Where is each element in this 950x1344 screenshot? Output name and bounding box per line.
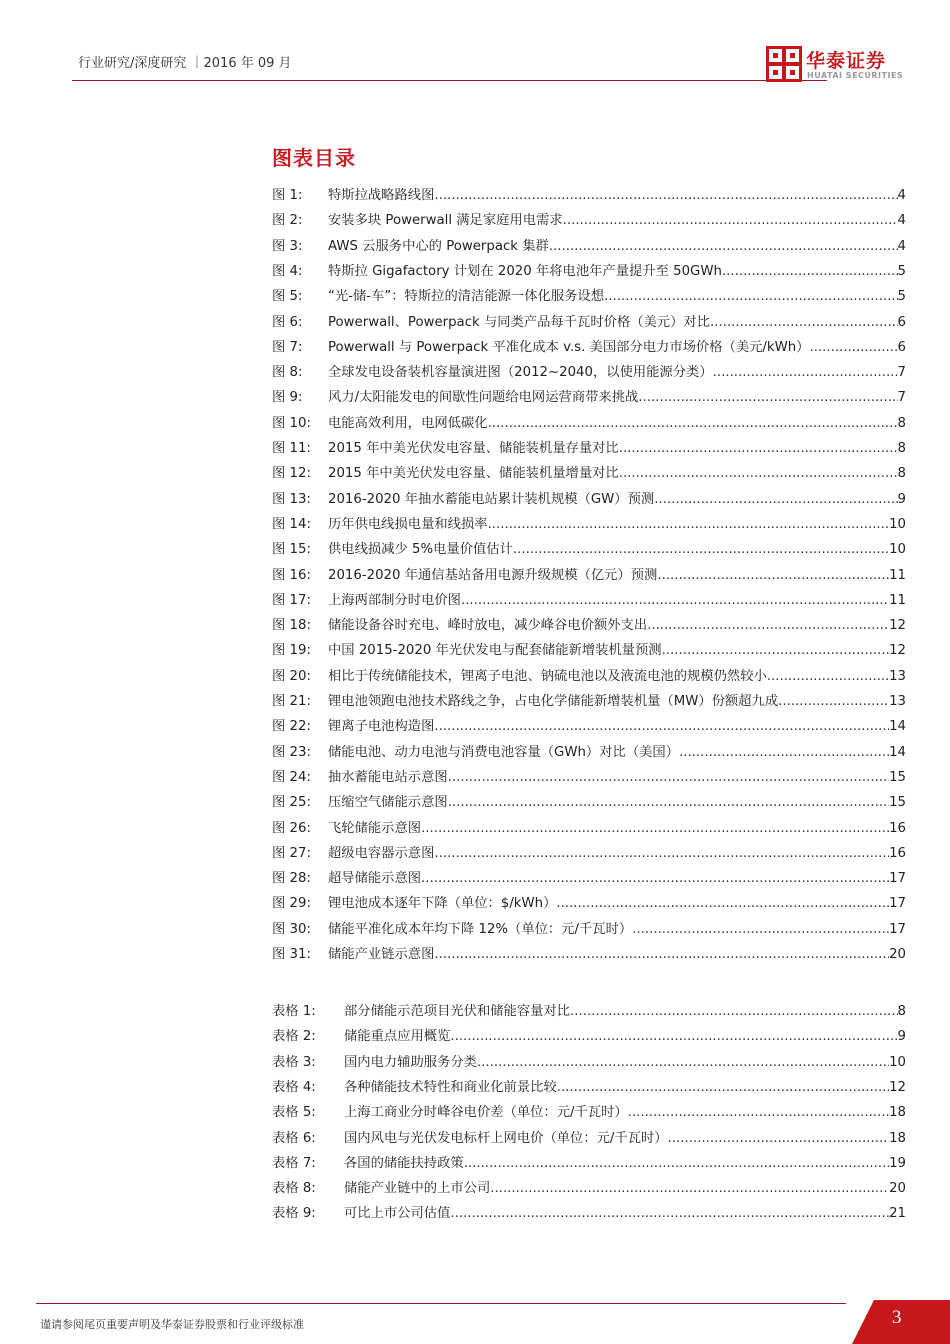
toc-entry-leader: [448, 770, 889, 785]
toc-entry-leader: [657, 568, 889, 583]
toc-entry-page: 10: [889, 516, 906, 532]
toc-entry-leader: [421, 821, 889, 836]
toc-entry-page: 21: [889, 1206, 906, 1222]
header-report-info: 行业研究/深度研究 ｜2016 年 09 月: [78, 56, 292, 71]
toc-entry-title: 特斯拉 Gigafactory 计划在 2020 年将电池年产量提升至 50GWh: [328, 263, 722, 279]
toc-entry-label: 表格 3:: [272, 1054, 316, 1070]
toc-entry[interactable]: [272, 690, 906, 710]
toc-entry[interactable]: [272, 1127, 906, 1147]
toc-entry-label: 图 12:: [272, 466, 311, 482]
toc-entry[interactable]: [272, 741, 906, 761]
toc-entry-page: 8: [897, 466, 906, 482]
toc-entry-leader: [710, 315, 898, 330]
toc-entry-page: 9: [897, 491, 906, 507]
toc-entry-leader: [778, 694, 889, 709]
toc-entry-leader: [662, 643, 890, 658]
toc-entry-page: 7: [897, 390, 906, 406]
toc-entry-leader: [556, 896, 889, 911]
toc-entry[interactable]: [272, 639, 906, 659]
toc-entry-label: 图 7:: [272, 339, 303, 355]
toc-entry-label: 图 31:: [272, 947, 311, 962]
toc-entry-label: 图 28:: [272, 871, 311, 887]
toc-entry-title: 超级电容器示意图: [328, 845, 435, 861]
toc-entry-leader: [421, 871, 889, 886]
toc-entry-page: 9: [897, 1029, 906, 1045]
toc-entry-leader: [628, 1105, 889, 1120]
toc-entry-leader: [450, 1206, 889, 1221]
toc-entry-title: Powerwall、Powerpack 与同类产品每千瓦时价格（美元）对比: [328, 314, 710, 330]
toc-entry-page: 15: [889, 769, 906, 785]
toc-entry[interactable]: [272, 311, 906, 331]
toc-entry[interactable]: [272, 715, 906, 735]
toc-entry-title: 飞轮储能示意图: [328, 820, 422, 836]
toc-entry-page: 10: [889, 1054, 906, 1070]
toc-entry-label: 图 11:: [272, 441, 311, 456]
header-divider: [72, 80, 827, 81]
toc-entry-title: 历年供电线损电量和线损率: [328, 516, 488, 532]
toc-entry-page: 13: [889, 694, 906, 709]
toc-entry[interactable]: [272, 1025, 906, 1045]
toc-entry-page: 7: [897, 365, 906, 381]
toc-entry-label: 图 26:: [272, 820, 311, 836]
toc-title: 图表目录: [272, 146, 356, 170]
toc-entry-page: 14: [889, 719, 906, 735]
toc-entry-label: 图 29:: [272, 896, 311, 912]
toc-entry-title: 储能电池、动力电池与消费电池容量（GWh）对比（美国）: [328, 744, 680, 760]
toc-entry-page: 16: [889, 845, 906, 861]
toc-entry-leader: [722, 264, 898, 279]
toc-entry-page: 16: [889, 820, 906, 836]
toc-entry-page: 6: [897, 314, 906, 330]
toc-entry-leader: [619, 466, 898, 481]
toc-entry[interactable]: [272, 614, 906, 634]
toc-entry-title: 锂离子电池构造图: [328, 719, 435, 735]
toc-entry-leader: [434, 947, 889, 962]
toc-entry-leader: [638, 390, 897, 405]
toc-entry-label: 图 23:: [272, 744, 311, 760]
toc-entry-label: 图 24:: [272, 769, 311, 785]
toc-entry-title: 相比于传统储能技术，锂离子电池、钠硫电池以及液流电池的规模仍然较小: [328, 668, 767, 684]
toc-entry[interactable]: [272, 867, 906, 887]
toc-entry-title: 部分储能示范项目光伏和储能容量对比: [344, 1004, 571, 1019]
toc-entry[interactable]: [272, 538, 906, 558]
toc-entry-leader: [767, 669, 889, 684]
toc-entry[interactable]: [272, 1101, 906, 1121]
toc-entry-page: 4: [897, 188, 906, 203]
toc-entry[interactable]: [272, 386, 906, 406]
toc-entry-leader: [461, 593, 889, 608]
toc-entry-page: 5: [897, 289, 906, 305]
toc-entry-title: AWS 云服务中心的 Powerpack 集群: [328, 238, 549, 254]
toc-entry-leader: [488, 416, 898, 431]
toc-entry[interactable]: [272, 766, 906, 786]
toc-entry-label: 图 21:: [272, 694, 311, 709]
toc-entry-page: 4: [897, 213, 906, 229]
toc-entry-title: 安装多块 Powerwall 满足家庭用电需求: [328, 213, 563, 229]
toc-entry-title: 各种储能技术特性和商业化前景比较: [344, 1079, 557, 1095]
toc-entry[interactable]: [272, 1000, 906, 1020]
toc-entry-title: 国内风电与光伏发电标杆上网电价（单位：元/千瓦时）: [344, 1130, 668, 1146]
toc-entry-leader: [654, 492, 897, 507]
toc-entry[interactable]: [272, 1177, 906, 1197]
toc-entry-label: 图 3:: [272, 238, 303, 254]
toc-entry-title: 上海工商业分时峰谷电价差（单位：元/千瓦时）: [344, 1105, 628, 1121]
toc-entry-page: 4: [897, 238, 906, 254]
toc-entry-page: 20: [889, 947, 906, 962]
toc-entry-leader: [513, 542, 889, 557]
toc-entry[interactable]: [272, 892, 906, 912]
toc-entry[interactable]: [272, 817, 906, 837]
toc-entry-title: 储能重点应用概览: [344, 1029, 451, 1045]
logo-name-en: HUATAI SECURITIES: [807, 71, 904, 80]
toc-entry-leader: [809, 340, 897, 355]
toc-entry-title: 锂电池领跑电池技术路线之争，占电化学储能新增装机量（MW）份额超九成: [328, 694, 779, 709]
toc-entry-page: 19: [889, 1155, 906, 1171]
toc-entry-leader: [647, 618, 889, 633]
toc-entry-page: 14: [889, 744, 906, 760]
toc-entry[interactable]: [272, 285, 906, 305]
toc-entry[interactable]: [272, 918, 906, 938]
toc-entry-label: 图 19:: [272, 643, 311, 659]
toc-entry-title: 供电线损减少 5%电量价值估计: [328, 542, 513, 558]
toc-entry-leader: [488, 517, 890, 532]
toc-entry-leader: [668, 1131, 889, 1146]
toc-entry[interactable]: [272, 437, 906, 457]
toc-entry-leader: [619, 441, 898, 456]
toc-entry-leader: [632, 922, 889, 937]
toc-entry-page: 6: [897, 339, 906, 355]
toc-entry-title: 全球发电设备装机容量演进图（2012~2040，以使用能源分类）: [328, 365, 713, 381]
toc-entry[interactable]: [272, 791, 906, 811]
toc-entry-page: 18: [889, 1130, 906, 1146]
toc-entry-label: 图 17:: [272, 592, 311, 608]
toc-entry-leader: [557, 1080, 889, 1095]
toc-entry-leader: [563, 213, 898, 228]
toc-entry-title: 2016-2020 年抽水蓄能电站累计装机规模（GW）预测: [328, 491, 655, 507]
toc-entry-title: 国内电力辅助服务分类: [344, 1054, 477, 1070]
toc-entry-leader: [679, 745, 889, 760]
toc-entry-title: 超导储能示意图: [328, 871, 422, 887]
toc-entry-page: 10: [889, 542, 906, 558]
toc-entry-leader: [464, 1156, 889, 1171]
toc-entry-label: 表格 4:: [272, 1079, 316, 1095]
toc-entry-page: 8: [897, 1004, 906, 1019]
toc-entry-page: 20: [889, 1181, 906, 1197]
toc-entry-leader: [549, 239, 898, 254]
toc-entry-label: 图 14:: [272, 516, 311, 532]
toc-entry-page: 13: [889, 668, 906, 684]
toc-entry[interactable]: [272, 235, 906, 255]
toc-entry-page: 17: [889, 896, 906, 912]
toc-entry-title: 中国 2015-2020 年光伏发电与配套储能新增装机量预测: [328, 643, 662, 659]
footer-disclaimer: 谨请参阅尾页重要声明及华泰证券股票和行业评级标准: [40, 1318, 304, 1331]
toc-entry-title: 各国的储能扶持政策: [344, 1155, 464, 1171]
toc-entry-label: 图 6:: [272, 314, 303, 330]
page-number: 3: [892, 1307, 902, 1328]
toc-entry-label: 表格 6:: [272, 1130, 316, 1146]
toc-entry-label: 图 30:: [272, 921, 311, 937]
toc-entry-page: 11: [889, 567, 906, 583]
toc-entry-page: 18: [889, 1105, 906, 1121]
toc-entry-label: 表格 5:: [272, 1105, 316, 1121]
toc-entry-label: 表格 1:: [272, 1004, 316, 1019]
toc-entry-title: 特斯拉战略路线图: [328, 188, 435, 203]
toc-entry-title: Powerwall 与 Powerpack 平准化成本 v.s. 美国部分电力市场价格（美元/kWh）: [328, 339, 810, 355]
toc-entry-label: 表格 9:: [272, 1206, 316, 1222]
toc-entry-label: 图 22:: [272, 719, 311, 735]
toc-entry[interactable]: [272, 513, 906, 533]
toc-entry-title: 电能高效利用，电网低碳化: [328, 415, 488, 431]
toc-entry-leader: [490, 1181, 889, 1196]
toc-entry[interactable]: [272, 361, 906, 381]
toc-entry-leader: [604, 289, 898, 304]
toc-entry-title: 压缩空气储能示意图: [328, 795, 448, 811]
toc-entry-title: 上海两部制分时电价图: [328, 592, 461, 608]
toc-entry-label: 图 27:: [272, 845, 311, 861]
toc-entry-title: 2015 年中美光伏发电容量、储能装机量存量对比: [328, 441, 619, 456]
footer-divider: [36, 1303, 846, 1304]
toc-entry-page: 8: [897, 441, 906, 456]
toc-entry[interactable]: [272, 1152, 906, 1172]
toc-entry-label: 图 9:: [272, 390, 303, 406]
toc-entry[interactable]: [272, 589, 906, 609]
toc-entry-label: 表格 7:: [272, 1155, 316, 1171]
toc-entry[interactable]: [272, 1076, 906, 1096]
toc-entry-label: 图 4:: [272, 263, 303, 279]
toc-entry-leader: [713, 365, 898, 380]
toc-entry-leader: [570, 1004, 897, 1019]
toc-entry-label: 图 18:: [272, 618, 311, 634]
toc-entry-leader: [448, 795, 889, 810]
toc-entry-leader: [477, 1055, 889, 1070]
toc-entry-leader: [434, 719, 889, 734]
toc-entry-label: 图 1:: [272, 188, 303, 203]
toc-entry-page: 5: [897, 263, 906, 279]
toc-entry[interactable]: [272, 943, 906, 963]
toc-entry-page: 15: [889, 795, 906, 811]
toc-entry[interactable]: [272, 462, 906, 482]
logo-name-cn: 华泰证券: [806, 50, 887, 72]
toc-entry[interactable]: [272, 842, 906, 862]
toc-entry-page: 12: [889, 1079, 906, 1095]
toc-entry[interactable]: [272, 1051, 906, 1071]
toc-entry-label: 图 2:: [272, 213, 303, 229]
toc-entry-label: 图 10:: [272, 415, 311, 431]
toc-entry[interactable]: [272, 1202, 906, 1222]
toc-entry-label: 表格 2:: [272, 1029, 316, 1045]
toc-entry[interactable]: [272, 665, 906, 685]
toc-entry-label: 图 15:: [272, 542, 311, 558]
toc-entry-leader: [450, 1029, 897, 1044]
toc-entry-label: 图 20:: [272, 668, 311, 684]
toc-entry-label: 图 13:: [272, 491, 311, 507]
toc-entry-title: 锂电池成本逐年下降（单位：$/kWh）: [328, 896, 557, 912]
toc-entry-label: 图 16:: [272, 567, 311, 583]
toc-entry[interactable]: [272, 260, 906, 280]
toc-entry[interactable]: [272, 184, 906, 204]
toc-entry-page: 17: [889, 921, 906, 937]
toc-entry-label: 图 5:: [272, 289, 303, 305]
toc-entry-label: 图 8:: [272, 365, 303, 381]
toc-entry-leader: [434, 846, 889, 861]
toc-entry-page: 12: [889, 618, 906, 634]
toc-entry-title: 储能平准化成本年均下降 12%（单位：元/千瓦时）: [328, 921, 633, 937]
huatai-logo: [766, 44, 916, 88]
toc-entry-title: 储能设备谷时充电、峰时放电，减少峰谷电价额外支出: [328, 618, 648, 634]
toc-entry-title: 2016-2020 年通信基站备用电源升级规模（亿元）预测: [328, 567, 658, 583]
toc-entry-leader: [434, 188, 897, 203]
toc-entry-title: 储能产业链中的上市公司: [344, 1181, 491, 1197]
toc-entry[interactable]: [272, 488, 906, 508]
toc-entry[interactable]: [272, 564, 906, 584]
toc-entry-title: 2015 年中美光伏发电容量、储能装机量增量对比: [328, 466, 619, 482]
toc-entry-title: 储能产业链示意图: [328, 947, 435, 962]
toc-entry-page: 8: [897, 415, 906, 431]
toc-entry[interactable]: [272, 336, 906, 356]
huatai-logo-icon: [766, 46, 802, 82]
toc-entry-label: 表格 8:: [272, 1181, 316, 1197]
toc-entry-label: 图 25:: [272, 795, 311, 811]
toc-entry-page: 12: [889, 643, 906, 659]
toc-entry-page: 17: [889, 871, 906, 887]
toc-entry[interactable]: [272, 412, 906, 432]
toc-entry[interactable]: [272, 209, 906, 229]
toc-entry-title: 抽水蓄能电站示意图: [328, 769, 448, 785]
toc-entry-title: “光-储-车”：特斯拉的清洁能源一体化服务设想: [328, 289, 605, 305]
toc-entry-page: 11: [889, 592, 906, 608]
toc-entry-title: 可比上市公司估值: [344, 1206, 451, 1222]
toc-entry-title: 风力/太阳能发电的间歇性问题给电网运营商带来挑战: [328, 390, 639, 406]
